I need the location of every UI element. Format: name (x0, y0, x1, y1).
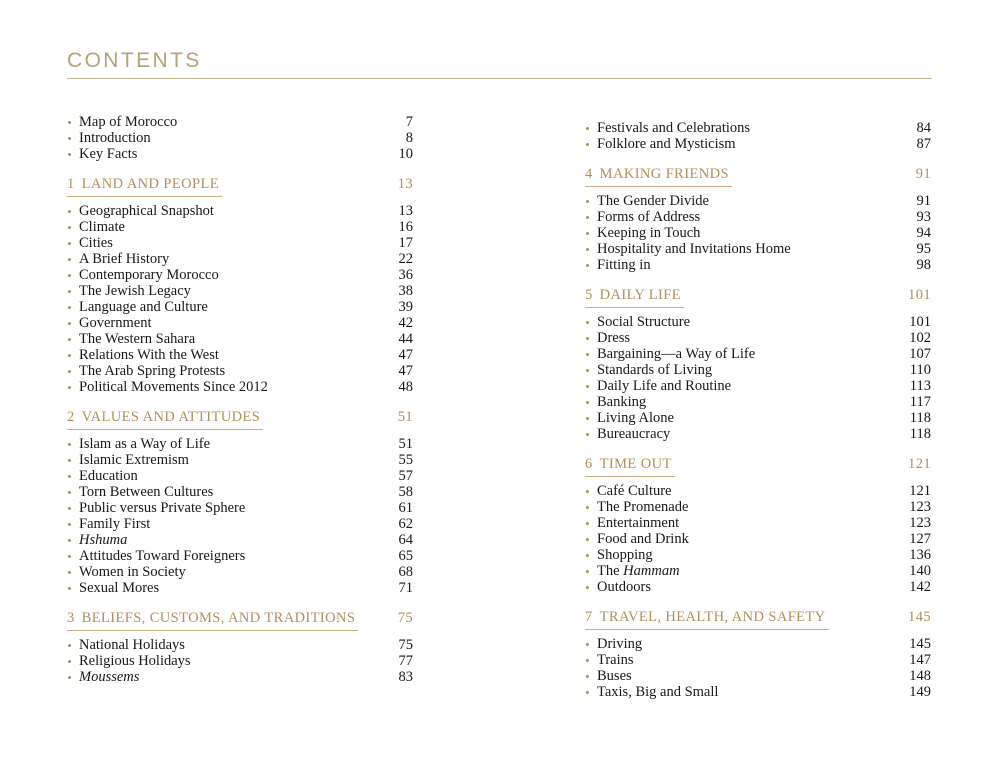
chapter-title: TRAVEL, HEALTH, AND SAFETY (599, 609, 826, 625)
entry-label: National Holidays (79, 637, 185, 653)
toc-entry (585, 241, 931, 257)
entry-page-number: 101 (909, 314, 931, 330)
toc-entry (585, 684, 931, 700)
bullet-icon (586, 433, 589, 436)
entry-page-number: 62 (398, 516, 413, 532)
toc-section (67, 114, 413, 162)
toc-entry (67, 580, 413, 596)
bullet-icon (586, 554, 589, 557)
entry-page-number: 57 (398, 468, 413, 484)
entry-page-number: 16 (398, 219, 413, 235)
entry-label-italic: Hammam (623, 563, 680, 579)
entry-label: Language and Culture (79, 299, 208, 315)
toc-entry (67, 436, 413, 452)
toc-entry (585, 346, 931, 362)
chapter-heading (585, 608, 931, 630)
toc-columns (67, 114, 932, 700)
entry-page-number: 68 (398, 564, 413, 580)
entry-page-number: 107 (909, 346, 931, 362)
toc-section (585, 455, 931, 595)
entry-label: The Jewish Legacy (79, 283, 191, 299)
toc-entry (67, 484, 413, 500)
bullet-icon (68, 306, 71, 309)
bullet-icon (68, 210, 71, 213)
entry-page-number: 93 (916, 209, 931, 225)
toc-entry (67, 219, 413, 235)
chapter-number: 6 (585, 456, 593, 472)
toc-entry (67, 114, 413, 130)
entry-page-number: 17 (398, 235, 413, 251)
entry-page-number: 42 (398, 315, 413, 331)
entry-page-number: 136 (909, 547, 931, 563)
entry-page-number: 87 (916, 136, 931, 152)
entry-label: The Hammam (597, 563, 680, 579)
entry-label: Dress (597, 330, 631, 346)
bullet-icon (68, 137, 71, 140)
entry-label: Hospitality and Invitations Home (597, 241, 791, 257)
entry-label: Bureaucracy (597, 426, 671, 442)
bullet-icon (68, 660, 71, 663)
bullet-icon (68, 571, 71, 574)
entry-label: Outdoors (597, 579, 651, 595)
entry-page-number: 51 (398, 436, 413, 452)
entry-page-number: 84 (916, 120, 931, 136)
bullet-icon (68, 322, 71, 325)
chapter-page-number: 13 (397, 176, 413, 192)
entry-label: Public versus Private Sphere (79, 500, 246, 516)
bullet-icon (586, 522, 589, 525)
entry-label: Food and Drink (597, 531, 689, 547)
chapter-number: 4 (585, 166, 593, 182)
chapter-heading-text (67, 175, 222, 197)
toc-entry (67, 379, 413, 395)
chapter-heading-text (585, 165, 732, 187)
chapter-heading (67, 175, 413, 197)
bullet-icon (586, 675, 589, 678)
chapter-number: 1 (67, 176, 75, 192)
bullet-icon (68, 539, 71, 542)
chapter-title: TIME OUT (599, 456, 672, 472)
toc-entry (585, 378, 931, 394)
bullet-icon (68, 354, 71, 357)
entry-page-number: 140 (909, 563, 931, 579)
entry-label: Bargaining—a Way of Life (597, 346, 756, 362)
bullet-icon (586, 506, 589, 509)
entry-page-number: 77 (398, 653, 413, 669)
toc-section (585, 165, 931, 273)
entry-page-number: 44 (398, 331, 413, 347)
toc-entry (585, 668, 931, 684)
entry-page-number: 113 (909, 378, 931, 394)
bullet-icon (586, 248, 589, 251)
entry-label: Key Facts (79, 146, 138, 162)
chapter-title: VALUES AND ATTITUDES (81, 409, 261, 425)
entry-label: Cities (79, 235, 113, 251)
toc-entry (585, 563, 931, 579)
entry-page-number: 142 (909, 579, 931, 595)
toc-entry (67, 331, 413, 347)
entry-page-number: 95 (916, 241, 931, 257)
entry-label: Education (79, 468, 138, 484)
toc-entry (67, 637, 413, 653)
bullet-icon (68, 443, 71, 446)
toc-entry (585, 579, 931, 595)
page-title: CONTENTS (67, 49, 202, 72)
toc-entry (585, 209, 931, 225)
toc-entry (67, 500, 413, 516)
entry-page-number: 75 (398, 637, 413, 653)
toc-column-left (67, 114, 413, 700)
toc-entry (585, 314, 931, 330)
entry-page-number: 91 (916, 193, 931, 209)
bullet-icon (68, 258, 71, 261)
toc-entry (585, 257, 931, 273)
entry-label: Driving (597, 636, 643, 652)
toc-entry (585, 483, 931, 499)
entry-page-number: 22 (398, 251, 413, 267)
toc-entry (67, 283, 413, 299)
entry-page-number: 147 (909, 652, 931, 668)
entry-label: Sexual Mores (79, 580, 160, 596)
toc-section (67, 175, 413, 395)
toc-entry (67, 299, 413, 315)
toc-entry (67, 146, 413, 162)
toc-entry (67, 653, 413, 669)
entry-label: Keeping in Touch (597, 225, 701, 241)
bullet-icon (586, 369, 589, 372)
entry-label: Relations With the West (79, 347, 219, 363)
toc-section (585, 286, 931, 442)
toc-entry (585, 410, 931, 426)
entry-label: A Brief History (79, 251, 170, 267)
entry-label: Climate (79, 219, 125, 235)
bullet-icon (68, 676, 71, 679)
bullet-icon (586, 691, 589, 694)
entry-label (79, 532, 377, 548)
bullet-icon (68, 370, 71, 373)
entry-page-number: 36 (398, 267, 413, 283)
bullet-icon (586, 417, 589, 420)
chapter-heading-text (585, 608, 829, 630)
chapter-page-number: 51 (397, 409, 413, 425)
toc-entry (585, 193, 931, 209)
toc-entry (67, 532, 413, 548)
chapter-heading-text (67, 609, 358, 631)
toc-section (585, 120, 931, 152)
entry-page-number: 98 (916, 257, 931, 273)
toc-entry (67, 548, 413, 564)
entry-label: Trains (597, 652, 634, 668)
toc-entry (585, 362, 931, 378)
entry-page-number: 121 (909, 483, 931, 499)
entry-page-number: 110 (909, 362, 931, 378)
entry-page-number: 8 (405, 130, 413, 146)
chapter-title: MAKING FRIENDS (599, 166, 729, 182)
entry-page-number: 145 (909, 636, 931, 652)
bullet-icon (68, 475, 71, 478)
entry-label: Festivals and Celebrations (597, 120, 751, 136)
bullet-icon (586, 216, 589, 219)
entry-page-number: 39 (398, 299, 413, 315)
toc-entry (585, 531, 931, 547)
chapter-heading (585, 455, 931, 477)
entry-label: Islamic Extremism (79, 452, 189, 468)
entry-label: Map of Morocco (79, 114, 178, 130)
entry-label: The Promenade (597, 499, 689, 515)
chapter-page-number: 121 (908, 456, 931, 472)
entry-label: Torn Between Cultures (79, 484, 214, 500)
entry-page-number: 127 (909, 531, 931, 547)
entry-page-number: 58 (398, 484, 413, 500)
entry-label: The Arab Spring Protests (79, 363, 226, 379)
toc-entry (585, 394, 931, 410)
entry-label: Buses (597, 668, 632, 684)
toc-entry (67, 564, 413, 580)
entry-label: Introduction (79, 130, 151, 146)
entry-label: Political Movements Since 2012 (79, 379, 268, 395)
toc-entry (585, 636, 931, 652)
chapter-heading-text (585, 286, 684, 308)
bullet-icon (586, 264, 589, 267)
entry-label: Shopping (597, 547, 653, 563)
toc-entry (585, 136, 931, 152)
entry-label: Banking (597, 394, 647, 410)
toc-entry (67, 267, 413, 283)
toc-entry (67, 130, 413, 146)
toc-entry (585, 652, 931, 668)
toc-entry (585, 499, 931, 515)
toc-entry (585, 426, 931, 442)
bullet-icon (68, 459, 71, 462)
entry-page-number: 61 (398, 500, 413, 516)
entry-label-italic: Moussems (79, 669, 140, 685)
bullet-icon (68, 274, 71, 277)
entry-page-number: 102 (909, 330, 931, 346)
entry-label: Women in Society (79, 564, 186, 580)
bullet-icon (586, 353, 589, 356)
toc-entry (585, 225, 931, 241)
chapter-title: DAILY LIFE (599, 287, 681, 303)
chapter-heading (585, 165, 931, 187)
chapter-heading (67, 609, 413, 631)
entry-page-number: 123 (909, 499, 931, 515)
bullet-icon (586, 337, 589, 340)
entry-label-italic: Hshuma (79, 532, 128, 548)
entry-page-number: 47 (398, 363, 413, 379)
bullet-icon (586, 385, 589, 388)
bullet-icon (68, 121, 71, 124)
chapter-number: 2 (67, 409, 75, 425)
bullet-icon (68, 523, 71, 526)
chapter-page-number: 91 (915, 166, 931, 182)
toc-entry (585, 515, 931, 531)
header-rule (67, 78, 932, 79)
toc-entry (585, 330, 931, 346)
toc-entry (67, 203, 413, 219)
chapter-page-number: 101 (908, 287, 931, 303)
toc-section (585, 608, 931, 700)
bullet-icon (68, 153, 71, 156)
toc-column-right (585, 114, 931, 700)
bullet-icon (586, 659, 589, 662)
page-header (67, 49, 932, 79)
entry-label (79, 669, 377, 685)
chapter-page-number: 75 (397, 610, 413, 626)
entry-label: Forms of Address (597, 209, 701, 225)
entry-page-number: 47 (398, 347, 413, 363)
entry-label: Social Structure (597, 314, 691, 330)
bullet-icon (68, 338, 71, 341)
entry-label: Taxis, Big and Small (597, 684, 719, 700)
entry-label: Attitudes Toward Foreigners (79, 548, 246, 564)
bullet-icon (586, 570, 589, 573)
entry-label: Islam as a Way of Life (79, 436, 211, 452)
entry-label: Geographical Snapshot (79, 203, 214, 219)
toc-entry (67, 669, 413, 685)
chapter-page-number: 145 (908, 609, 931, 625)
chapter-heading-text (67, 408, 263, 430)
bullet-icon (586, 643, 589, 646)
entry-page-number: 149 (909, 684, 931, 700)
toc-section (67, 609, 413, 685)
chapter-number: 5 (585, 287, 593, 303)
entry-page-number: 71 (398, 580, 413, 596)
entry-label: Contemporary Morocco (79, 267, 219, 283)
chapter-number: 7 (585, 609, 593, 625)
entry-page-number: 64 (398, 532, 413, 548)
entry-label: The Western Sahara (79, 331, 196, 347)
toc-entry (67, 347, 413, 363)
entry-label: The Gender Divide (597, 193, 709, 209)
toc-entry (67, 452, 413, 468)
entry-label: Folklore and Mysticism (597, 136, 736, 152)
entry-page-number: 38 (398, 283, 413, 299)
chapter-title: BELIEFS, CUSTOMS, AND TRADITIONS (81, 610, 356, 626)
bullet-icon (68, 491, 71, 494)
entry-label: Religious Holidays (79, 653, 191, 669)
bullet-icon (68, 386, 71, 389)
entry-page-number: 48 (398, 379, 413, 395)
bullet-icon (586, 143, 589, 146)
bullet-icon (586, 538, 589, 541)
toc-entry (67, 516, 413, 532)
bullet-icon (68, 587, 71, 590)
entry-label: Entertainment (597, 515, 680, 531)
bullet-icon (586, 232, 589, 235)
toc-entry (585, 547, 931, 563)
entry-page-number: 7 (405, 114, 413, 130)
entry-page-number: 123 (909, 515, 931, 531)
toc-entry (67, 468, 413, 484)
bullet-icon (586, 127, 589, 130)
entry-page-number: 148 (909, 668, 931, 684)
bullet-icon (586, 321, 589, 324)
entry-label: Café Culture (597, 483, 672, 499)
chapter-number: 3 (67, 610, 75, 626)
entry-page-number: 65 (398, 548, 413, 564)
toc-entry (67, 363, 413, 379)
bullet-icon (68, 242, 71, 245)
bullet-icon (586, 490, 589, 493)
bullet-icon (68, 226, 71, 229)
entry-label: Family First (79, 516, 151, 532)
entry-page-number: 55 (398, 452, 413, 468)
entry-label: Daily Life and Routine (597, 378, 732, 394)
chapter-heading (67, 408, 413, 430)
chapter-heading-text (585, 455, 675, 477)
entry-page-number: 83 (398, 669, 413, 685)
entry-label: Government (79, 315, 152, 331)
toc-section (67, 408, 413, 596)
entry-page-number: 94 (916, 225, 931, 241)
entry-page-number: 118 (909, 410, 931, 426)
bullet-icon (586, 586, 589, 589)
entry-label: Standards of Living (597, 362, 713, 378)
toc-entry (585, 120, 931, 136)
entry-page-number: 117 (909, 394, 931, 410)
bullet-icon (586, 401, 589, 404)
entry-label: Living Alone (597, 410, 674, 426)
bullet-icon (68, 555, 71, 558)
entry-page-number: 118 (909, 426, 931, 442)
chapter-title: LAND AND PEOPLE (81, 176, 219, 192)
entry-page-number: 10 (398, 146, 413, 162)
entry-label: Fitting in (597, 257, 651, 273)
entry-page-number: 13 (398, 203, 413, 219)
toc-entry (67, 235, 413, 251)
bullet-icon (586, 200, 589, 203)
toc-entry (67, 251, 413, 267)
bullet-icon (68, 290, 71, 293)
toc-entry (67, 315, 413, 331)
bullet-icon (68, 507, 71, 510)
bullet-icon (68, 644, 71, 647)
chapter-heading (585, 286, 931, 308)
